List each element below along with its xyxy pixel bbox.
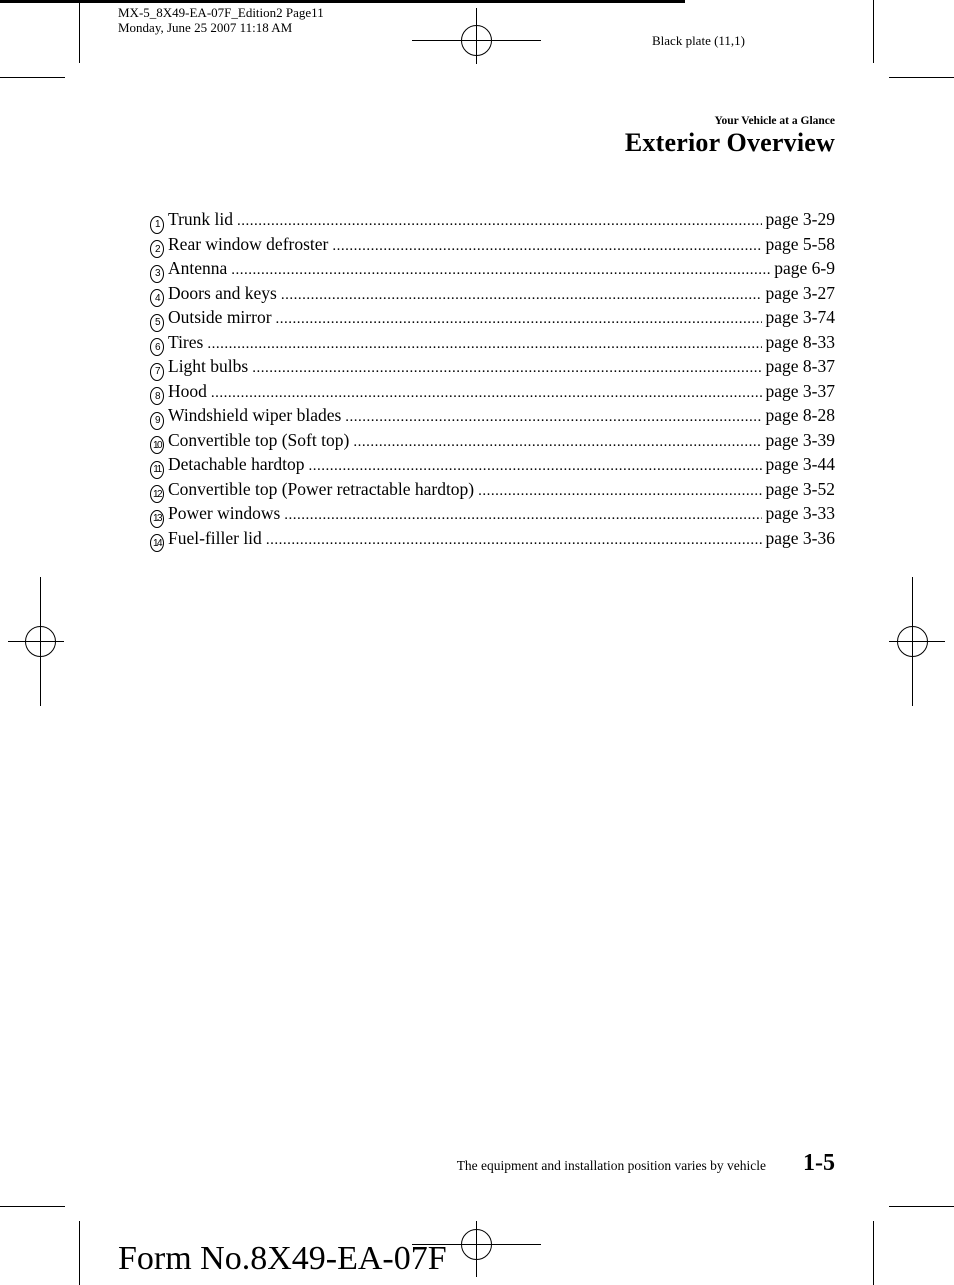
registration-circle	[25, 626, 56, 657]
item-number-badge: 7	[150, 363, 164, 381]
toc-item-label: Fuel-filler lid	[168, 527, 262, 548]
toc-item[interactable]	[150, 258, 835, 283]
print-info-date: Monday, June 25 2007 11:18 AM	[118, 20, 293, 35]
toc-item[interactable]	[150, 454, 835, 479]
registration-circle	[897, 626, 928, 657]
page-title: Exterior Overview	[624, 128, 835, 157]
crop-mark	[0, 77, 65, 78]
plate-label: Black plate (11,1)	[652, 33, 746, 48]
toc-item-label: Convertible top (Soft top)	[168, 429, 350, 450]
item-number-badge: 1	[150, 216, 164, 234]
dot-leader	[231, 262, 770, 279]
dot-leader	[309, 458, 762, 475]
item-number-badge: 6	[150, 338, 164, 356]
toc-item[interactable]	[150, 528, 835, 553]
dot-leader	[266, 532, 762, 549]
print-info-file: MX-5_8X49-EA-07F_Edition2 Page11	[118, 5, 324, 20]
toc-item-page: page 3-44	[765, 454, 835, 474]
dot-leader	[332, 238, 761, 255]
registration-circle	[461, 1229, 492, 1260]
toc-item[interactable]	[150, 503, 835, 528]
toc-item-label: Rear window defroster	[168, 233, 329, 254]
dot-leader	[276, 311, 762, 328]
toc-item-page: page 3-74	[765, 307, 835, 327]
form-number: Form No.8X49-EA-07F	[118, 1240, 447, 1277]
toc-item[interactable]	[150, 405, 835, 430]
toc-item-label: Light bulbs	[168, 356, 249, 376]
toc-item-label: Antenna	[168, 258, 228, 278]
toc-item[interactable]	[150, 381, 835, 406]
toc-item-label: Tires	[168, 331, 204, 352]
toc-item-page: page 6-9	[774, 258, 835, 278]
toc-item-page: page 3-52	[765, 478, 835, 499]
toc-item-label: Trunk lid	[168, 209, 234, 229]
crop-mark	[889, 1206, 954, 1207]
crop-mark	[79, 0, 80, 63]
toc-item-label: Convertible top (Power retractable hardtop)	[168, 478, 475, 499]
item-number-badge: 12	[150, 485, 164, 503]
dot-leader	[345, 409, 761, 426]
item-number-badge: 13	[150, 510, 164, 528]
registration-circle	[461, 25, 492, 56]
toc-item-page: page 3-27	[765, 282, 835, 303]
dot-leader	[478, 483, 761, 500]
print-info	[118, 5, 324, 35]
item-number-badge: 11	[150, 461, 164, 479]
toc-item-page: page 3-36	[765, 527, 835, 548]
dot-leader	[237, 213, 761, 230]
toc-item[interactable]	[150, 209, 835, 234]
item-number-badge: 2	[150, 240, 164, 258]
toc-item-page: page 3-33	[765, 503, 835, 523]
toc-item[interactable]	[150, 356, 835, 381]
toc-item-page: page 3-29	[765, 209, 835, 229]
toc-item-label: Doors and keys	[168, 282, 277, 303]
toc-item[interactable]	[150, 283, 835, 308]
toc-item-page: page 8-37	[765, 356, 835, 376]
title-rule	[0, 0, 685, 3]
toc-item-page: page 3-39	[765, 429, 835, 450]
toc-item-page: page 8-28	[765, 405, 835, 425]
toc-item-page: page 5-58	[765, 233, 835, 254]
dot-leader	[211, 385, 762, 402]
item-number-badge: 14	[150, 534, 164, 552]
crop-mark	[873, 1221, 874, 1285]
toc-item-page: page 3-37	[765, 380, 835, 401]
item-number-badge: 9	[150, 412, 164, 430]
toc-item[interactable]	[150, 479, 835, 504]
toc-item[interactable]	[150, 332, 835, 357]
toc-item[interactable]	[150, 307, 835, 332]
item-number-badge: 4	[150, 289, 164, 307]
toc-item-page: page 8-33	[765, 331, 835, 352]
toc-list	[150, 209, 835, 552]
page-number: 1-5	[803, 1150, 835, 1176]
crop-mark	[889, 77, 954, 78]
toc-item-label: Hood	[168, 380, 207, 401]
crop-mark	[0, 1206, 65, 1207]
dot-leader	[252, 360, 761, 377]
toc-item-label: Detachable hardtop	[168, 454, 305, 474]
dot-leader	[281, 287, 762, 304]
dot-leader	[284, 507, 761, 524]
dot-leader	[353, 434, 761, 451]
dot-leader	[207, 336, 761, 353]
footer-note: The equipment and installation position varies by vehicle	[456, 1158, 766, 1173]
crop-mark	[873, 0, 874, 63]
item-number-badge: 3	[150, 265, 164, 283]
toc-item-label: Windshield wiper blades	[168, 405, 342, 425]
crop-mark	[79, 1221, 80, 1285]
toc-item-label: Power windows	[168, 503, 281, 523]
toc-item[interactable]	[150, 234, 835, 259]
item-number-badge: 5	[150, 314, 164, 332]
section-heading: Your Vehicle at a Glance	[714, 115, 835, 127]
toc-item[interactable]	[150, 430, 835, 455]
toc-item-label: Outside mirror	[168, 307, 272, 327]
item-number-badge: 10	[150, 436, 164, 454]
item-number-badge: 8	[150, 387, 164, 405]
